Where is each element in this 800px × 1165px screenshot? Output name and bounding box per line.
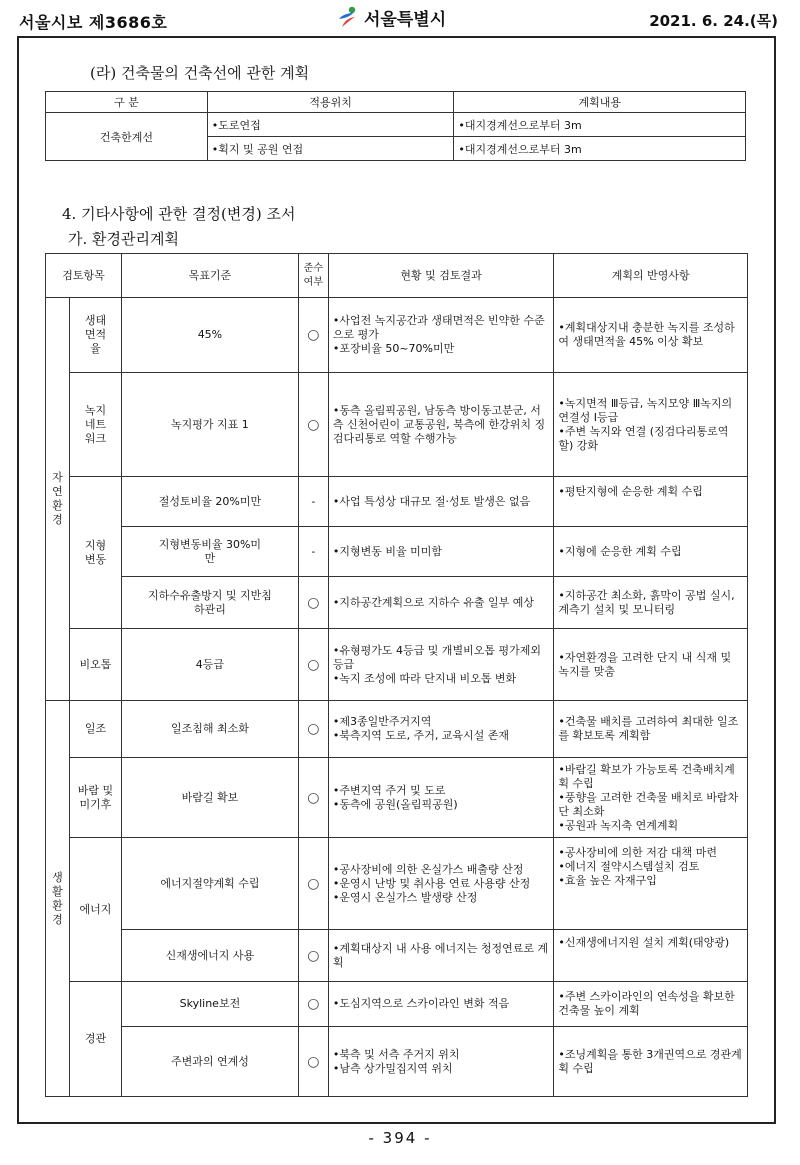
status-cell: •계획대상지 내 사용 에너지는 청정연료로 계획 bbox=[328, 930, 554, 982]
plan-cell: •건축물 배치를 고려하여 최대한 일조를 확보토록 계획함 bbox=[554, 701, 748, 758]
status-cell: •도심지역으로 스카이라인 변화 적음 bbox=[328, 982, 554, 1027]
sub-item: 지형변동 bbox=[69, 477, 121, 629]
sub-item: 에너지 bbox=[69, 838, 121, 982]
section-other-decisions-title: 4. 기타사항에 관한 결정(변경) 조서 bbox=[62, 205, 296, 223]
plan-cell: •공사장비에 의한 저감 대책 마련 •에너지 절약시스템설치 검토 •효율 높은 자재구입 bbox=[554, 838, 748, 930]
location-cell: •획지 및 공원 연접 bbox=[207, 137, 454, 161]
status-cell: •공사장비에 의한 온실가스 배출량 산정 •운영시 난방 및 취사용 연료 사용량 산정 •운영시 온실가스 발생량 산정 bbox=[328, 838, 554, 930]
header-status: 현황 및 검토결과 bbox=[328, 254, 554, 298]
comply-cell: ○ bbox=[298, 701, 328, 758]
status-cell: •사업전 녹지공간과 생태면적은 빈약한 수준으로 평가 •포장비율 50~70%미만 bbox=[328, 298, 554, 373]
plan-cell: •지형에 순응한 계획 수립 bbox=[554, 527, 748, 577]
building-line-table bbox=[45, 91, 746, 161]
gazette-issue: 서울시보 제3686호 bbox=[19, 13, 168, 32]
seoul-logo-icon bbox=[336, 5, 360, 29]
sub-item: 녹지네트워크 bbox=[69, 373, 121, 477]
group-living: 생활환경 bbox=[46, 701, 70, 1097]
header-category: 구 분 bbox=[46, 92, 208, 113]
category-cell: 건축한계선 bbox=[46, 113, 208, 161]
target-cell: 지형변동비율 30%미만 bbox=[121, 527, 298, 577]
comply-cell: ○ bbox=[298, 758, 328, 838]
sub-item: 비오톱 bbox=[69, 629, 121, 701]
target-cell: 4등급 bbox=[121, 629, 298, 701]
header-location: 적용위치 bbox=[207, 92, 454, 113]
environment-plan-table bbox=[45, 253, 748, 1097]
header-plan: 계획의 반영사항 bbox=[554, 254, 748, 298]
comply-cell: ○ bbox=[298, 298, 328, 373]
target-cell: 에너지절약계획 수립 bbox=[121, 838, 298, 930]
target-cell: 45% bbox=[121, 298, 298, 373]
sub-item: 바람 및 미기후 bbox=[69, 758, 121, 838]
comply-cell: - bbox=[298, 477, 328, 527]
plan-cell: •대지경계선으로부터 3m bbox=[454, 137, 746, 161]
target-cell: Skyline보전 bbox=[121, 982, 298, 1027]
comply-cell: ○ bbox=[298, 982, 328, 1027]
page-number: - 394 - bbox=[368, 1129, 432, 1147]
target-cell: 신재생에너지 사용 bbox=[121, 930, 298, 982]
header-target: 목표기준 bbox=[121, 254, 298, 298]
target-cell: 주변과의 연계성 bbox=[121, 1027, 298, 1097]
seoul-logo bbox=[336, 4, 446, 30]
plan-cell: •대지경계선으로부터 3m bbox=[454, 113, 746, 137]
status-cell: •지하공간계획으로 지하수 유출 일부 예상 bbox=[328, 577, 554, 629]
header-plan: 계획내용 bbox=[454, 92, 746, 113]
target-cell: 일조침해 최소화 bbox=[121, 701, 298, 758]
sub-item: 경관 bbox=[69, 982, 121, 1097]
section-building-line-title: (라) 건축물의 건축선에 관한 계획 bbox=[90, 64, 310, 82]
comply-cell: ○ bbox=[298, 1027, 328, 1097]
sub-item: 일조 bbox=[69, 701, 121, 758]
group-nature: 자연환경 bbox=[46, 298, 70, 701]
sub-item: 생태면적율 bbox=[69, 298, 121, 373]
comply-cell: ○ bbox=[298, 838, 328, 930]
comply-cell: - bbox=[298, 527, 328, 577]
comply-cell: ○ bbox=[298, 629, 328, 701]
header-comply: 준수여부 bbox=[298, 254, 328, 298]
plan-cell: •조닝계획을 통한 3개권역으로 경관계획 수립 bbox=[554, 1027, 748, 1097]
target-cell: 바람길 확보 bbox=[121, 758, 298, 838]
target-cell: 지하수유출방지 및 지반침하관리 bbox=[121, 577, 298, 629]
plan-cell: •바람길 확보가 가능토록 건축배치계획 수립 •풍향을 고려한 건축물 배치로 바람차단 최소화 •공원과 녹지축 연계계획 bbox=[554, 758, 748, 838]
location-cell: •도로연접 bbox=[207, 113, 454, 137]
publication-date: 2021. 6. 24.(목) bbox=[649, 12, 778, 30]
comply-cell: ○ bbox=[298, 373, 328, 477]
target-cell: 녹지평가 지표 1 bbox=[121, 373, 298, 477]
status-cell: •북측 및 서측 주거지 위치 •남측 상가밀집지역 위치 bbox=[328, 1027, 554, 1097]
header-item: 검토항목 bbox=[46, 254, 122, 298]
status-cell: •유형평가도 4등급 및 개별비오톱 평가제외등급 •녹지 조성에 따라 단지내 비오톱 변화 bbox=[328, 629, 554, 701]
status-cell: •주변지역 주거 및 도로 •동측에 공원(올림픽공원) bbox=[328, 758, 554, 838]
comply-cell: ○ bbox=[298, 577, 328, 629]
target-cell: 절성토비율 20%미만 bbox=[121, 477, 298, 527]
plan-cell: •지하공간 최소화, 흙막이 공법 실시, 계측기 설치 및 모니터링 bbox=[554, 577, 748, 629]
plan-cell: •계획대상지내 충분한 녹지를 조성하여 생태면적율 45% 이상 확보 bbox=[554, 298, 748, 373]
plan-cell: •자연환경을 고려한 단지 내 식재 및 녹지를 맞춤 bbox=[554, 629, 748, 701]
plan-cell: •신재생에너지원 설치 계획(태양광) bbox=[554, 930, 748, 982]
section-env-plan-subtitle: 가. 환경관리계획 bbox=[68, 230, 179, 248]
comply-cell: ○ bbox=[298, 930, 328, 982]
seoul-logo-text: 서울특별시 bbox=[364, 9, 447, 30]
plan-cell: •평탄지형에 순응한 계획 수립 bbox=[554, 477, 748, 527]
status-cell: •동측 올림픽공원, 남동측 방이동고분군, 서측 신천어린이 교통공원, 북측에 한강위치 징검다리통로 역할 수행가능 bbox=[328, 373, 554, 477]
status-cell: •제3종일반주거지역 •북측지역 도로, 주거, 교육시설 존재 bbox=[328, 701, 554, 758]
status-cell: •사업 특성상 대규모 절·성토 발생은 없음 bbox=[328, 477, 554, 527]
plan-cell: •녹지면적 Ⅲ등급, 녹지모양 Ⅲ녹지의 연결성 Ⅰ등급 •주변 녹지와 연결 (징검다리통로역할) 강화 bbox=[554, 373, 748, 477]
status-cell: •지형변동 비율 미미함 bbox=[328, 527, 554, 577]
plan-cell: •주변 스카이라인의 연속성을 확보한 건축물 높이 계획 bbox=[554, 982, 748, 1027]
